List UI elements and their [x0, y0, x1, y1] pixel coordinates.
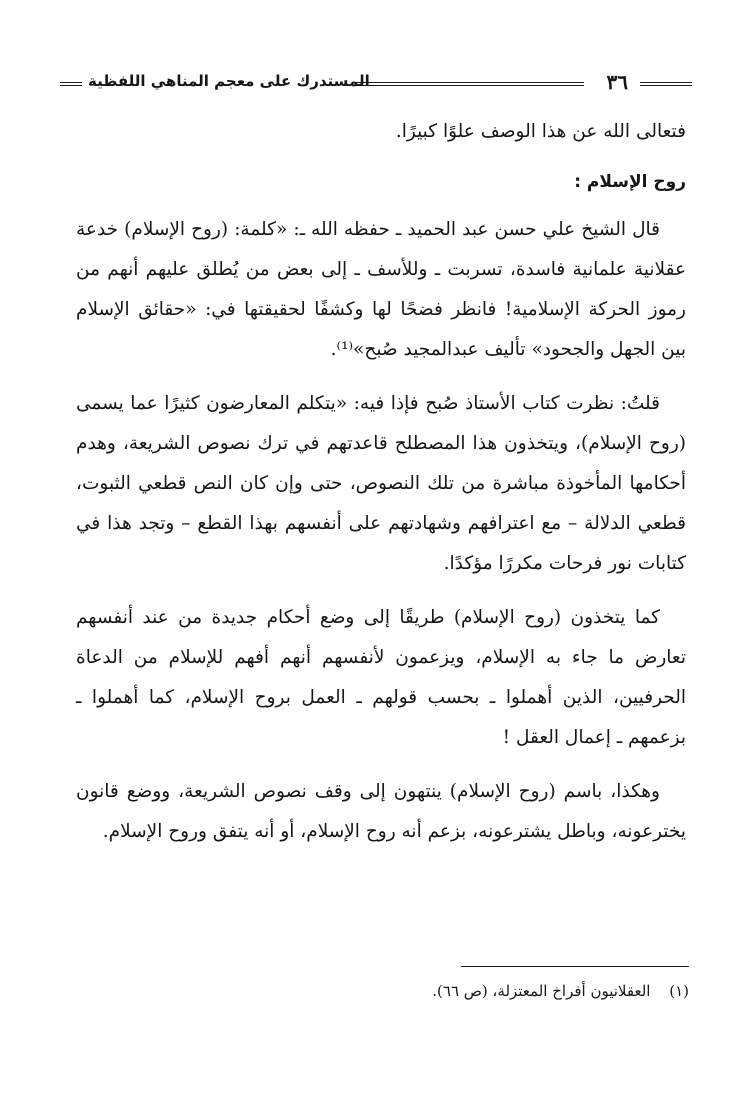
page-body	[76, 112, 686, 866]
header-rule-left	[60, 82, 82, 86]
page-header	[60, 70, 692, 104]
header-rule-middle	[356, 82, 584, 86]
footnote	[69, 982, 689, 1000]
page-number: ٣٦	[606, 70, 628, 94]
footnote-marker: (١)	[669, 982, 689, 1000]
footnote-text: العقلانيون أفراخ المعتزلة، (ص ٦٦).	[432, 982, 651, 1000]
intro-line: فتعالى الله عن هذا الوصف علوًا كبيرًا.	[395, 121, 686, 142]
section-heading: روح الإسلام :	[574, 172, 686, 192]
paragraph-2: قلتُ: نظرت كتاب الأستاذ صُبح فإذا فيه: «يتكلم المعارضون كثيرًا عما يسمى (روح الإسلام)، ويتخذون هذا المصطلح قاعدتهم في ترك نصوص الشريعة، وهدم أحكامها المأخوذة مباشرة من تلك النصوص، حتى وإن كان النص قطعي الثبوت، قطعي الدلالة – مع اعترافهم وشهادتهم على أنفسهم بهذا القطع – وتجد هذا في كتابات نور فرحات مكررًا مؤكدًا.	[76, 393, 686, 574]
paragraph-4: وهكذا، باسم (روح الإسلام) ينتهون إلى وقف نصوص الشريعة، ووضع قانون يخترعونه، وباطل يشترعونه، بزعم أنه روح الإسلام، أو أنه يتفق وروح الإسلام.	[76, 781, 686, 842]
running-title: المستدرك على معجم المناهي اللفظية	[88, 72, 370, 90]
footnote-divider	[461, 966, 689, 967]
paragraph-3: كما يتخذون (روح الإسلام) طريقًا إلى وضع أحكام جديدة من عند أنفسهم تعارض ما جاء به الإسلام، ويزعمون لأنفسهم أنهم أفهم للإسلام من الدعاة الحرفيين، الذين أهملوا ـ بحسب قولهم ـ العمل بروح الإسلام، كما أهملوا ـ بزعمهم ـ إعمال العقل !	[76, 607, 686, 748]
paragraph-1: قال الشيخ علي حسن عبد الحميد ـ حفظه الله ـ: «كلمة: (روح الإسلام) خدعة عقلانية علمانية فاسدة، تسربت ـ وللأسف ـ إلى بعض من يُطلق عليهم أنهم من رموز الحركة الإسلامية! فانظر فضحًا لها وكشفًا لحقيقتها في: «حقائق الإسلام بين الجهل والجحود» تأليف عبدالمجيد صُبح»⁽¹⁾.	[76, 219, 686, 360]
header-rule-right	[640, 82, 692, 86]
